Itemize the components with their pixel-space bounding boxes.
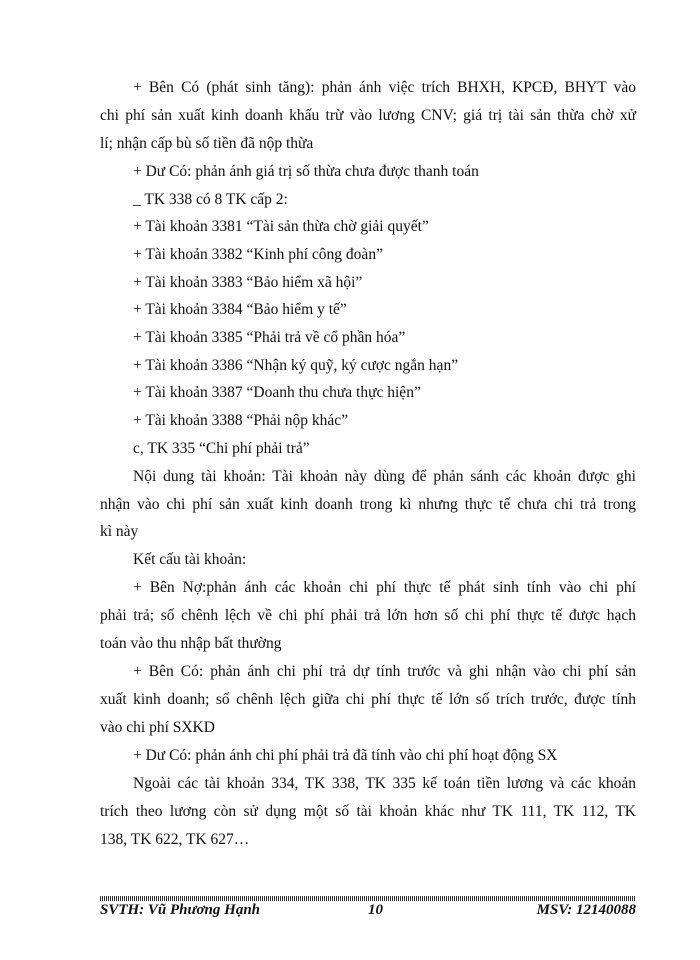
paragraph-line: + Dư Có: phản ánh chi phí phải trả đã tính vào chi phí hoạt động SX [133,747,558,764]
footer-divider [100,896,636,901]
footer-student-id: MSV: 12140088 [536,902,636,918]
paragraph-line: lí; nhận cấp bù số tiền đã nộp thừa [100,135,314,152]
paragraph-line: chi phí sản xuất kinh doanh khấu trừ vào lương CNV; giá trị tài sản thừa chờ xử [100,107,636,124]
paragraph-line: toán vào thu nhập bất thường [100,635,282,652]
footer-page-number: 10 [368,902,383,918]
list-item: + Tài khoản 3387 “Doanh thu chưa thực hiện” [133,384,421,401]
paragraph-line: nhận vào chi phí sản xuất kinh doanh trong kì nhưng thực tế chưa chi trả trong [100,496,636,513]
list-item: + Tài khoản 3385 “Phải trả về cổ phần hóa” [133,329,406,346]
list-item: + Tài khoản 3381 “Tài sản thừa chờ giải quyết” [133,218,429,235]
paragraph-line: 138, TK 622, TK 627… [100,831,250,848]
paragraph-line: + Bên Có (phát sinh tăng): phản ánh việc trích BHXH, KPCĐ, BHYT vào [133,79,636,96]
paragraph-line: phải trả; số chênh lệch về chi phí phải trả lớn hơn số chi phí thực tế được hạch [100,607,636,624]
list-item: + Tài khoản 3382 “Kinh phí công đoàn” [133,246,383,263]
paragraph-line: Ngoài các tài khoản 334, TK 338, TK 335 kế toán tiền lương và các khoản [133,775,636,792]
paragraph-line: + Bên Nợ:phản ánh các khoản chi phí thực tế phát sinh tính vào chi phí [133,579,636,596]
paragraph-line: vào chi phí SXKD [100,719,215,736]
list-item: + Tài khoản 3388 “Phải nộp khác” [133,412,349,429]
paragraph-line: + Bên Có: phản ánh chi phí trả dự tính trước và ghi nhận vào chi phí sản [133,663,636,680]
list-item: + Tài khoản 3384 “Bảo hiểm y tế” [133,301,347,318]
paragraph-line: Nội dung tài khoản: Tài khoản này dùng để phản sánh các khoản được ghi [133,468,636,485]
paragraph-line: xuất kinh doanh; số chênh lệch giữa chi phí thực tế lớn số trích trước, được tính [100,691,636,708]
paragraph-line: Kết cấu tài khoản: [133,551,247,568]
paragraph-line: trích theo lương còn sử dụng một số tài khoản khác như TK 111, TK 112, TK [100,803,636,820]
list-item: + Tài khoản 3386 “Nhận ký quỹ, ký cược ngắn hạn” [133,357,459,374]
footer-author: SVTH: Vũ Phương Hạnh [100,902,261,918]
list-item: + Tài khoản 3383 “Bảo hiểm xã hội” [133,274,363,291]
paragraph-line: + Dư Có: phản ánh giá trị số thừa chưa được thanh toán [133,163,479,180]
section-heading: c, TK 335 “Chi phí phải trả” [133,440,310,457]
paragraph-line: _ TK 338 có 8 TK cấp 2: [133,191,288,208]
paragraph-line: kì này [100,523,139,540]
